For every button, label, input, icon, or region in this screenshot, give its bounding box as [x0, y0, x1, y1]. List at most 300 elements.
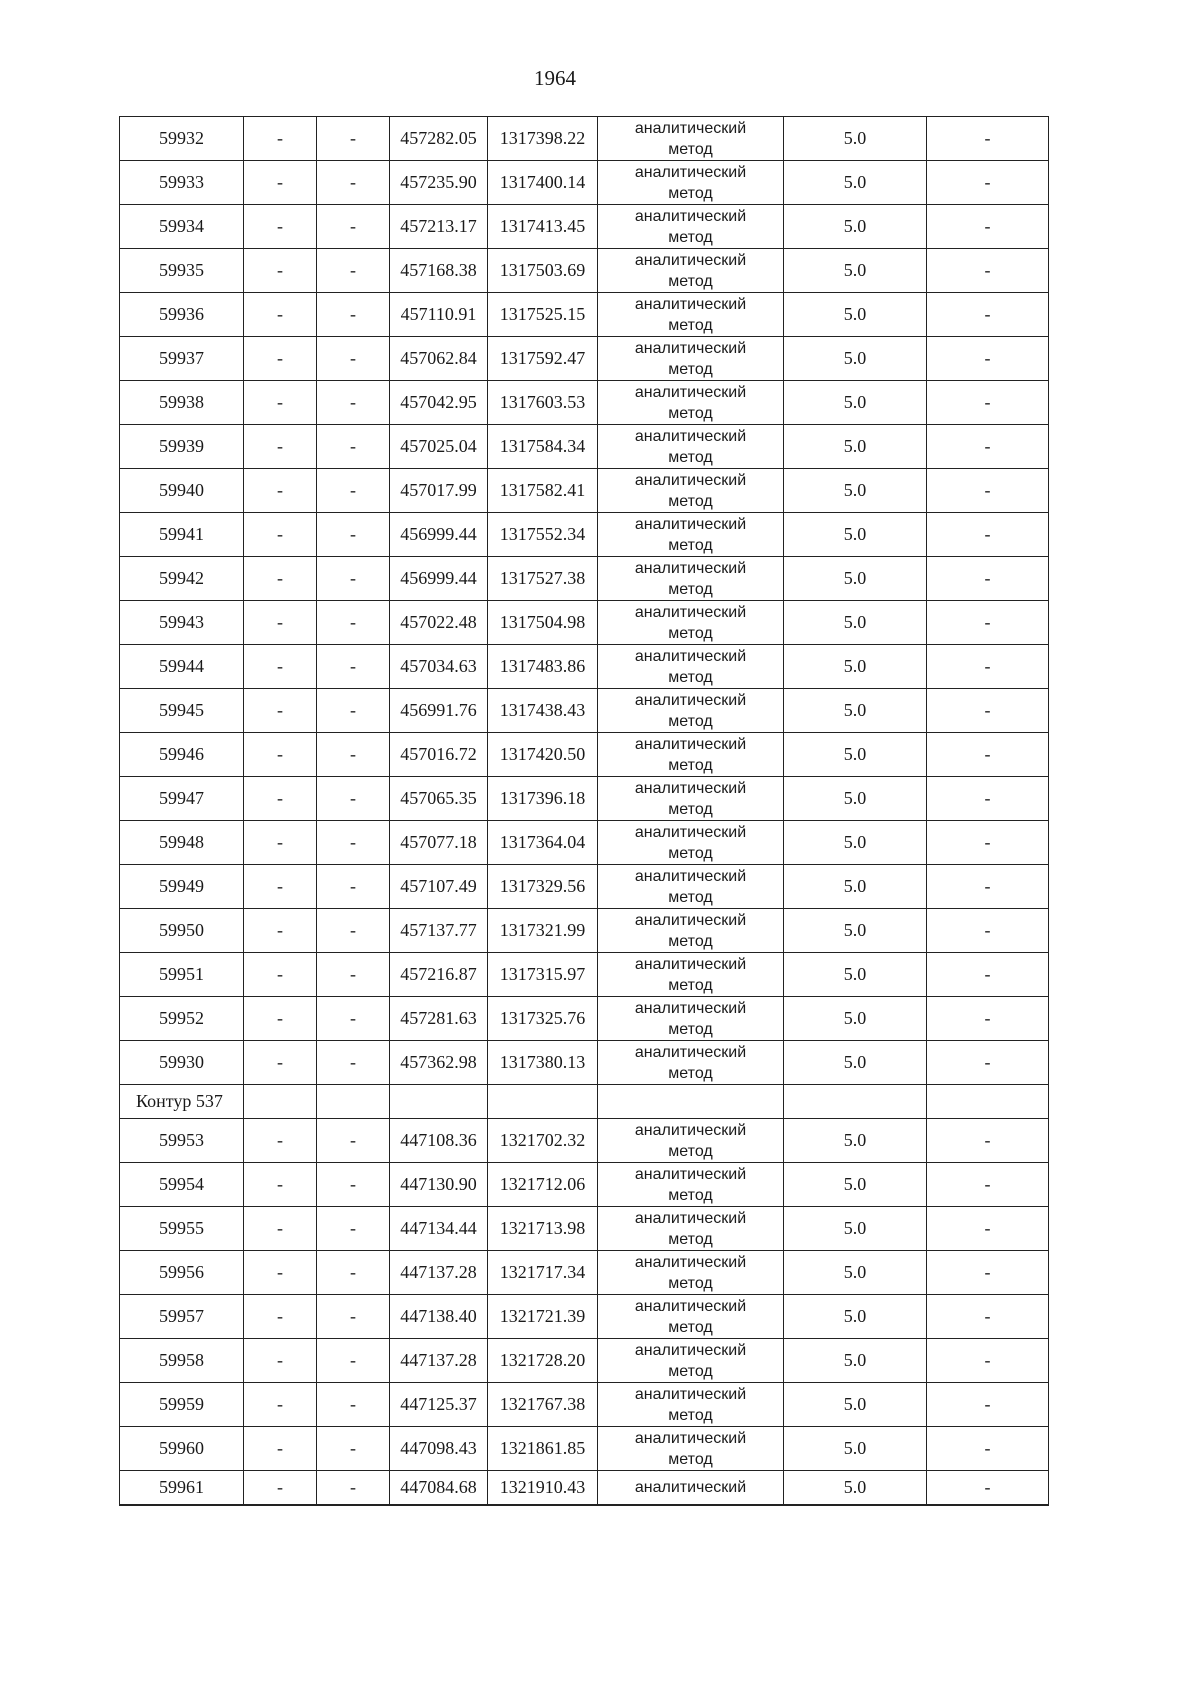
dash-cell: - — [927, 381, 1049, 425]
point-number-cell: 59955 — [120, 1207, 244, 1251]
dash-cell: - — [927, 513, 1049, 557]
table-row — [120, 1119, 1049, 1163]
method-cell — [598, 1471, 784, 1506]
y-coordinate-cell: 1321767.38 — [488, 1383, 598, 1427]
y-coordinate-cell: 1317364.04 — [488, 821, 598, 865]
y-coordinate-cell: 1317504.98 — [488, 601, 598, 645]
dash-cell: - — [244, 645, 317, 689]
point-number-cell: 59940 — [120, 469, 244, 513]
dash-cell: - — [927, 601, 1049, 645]
point-number-cell: 59936 — [120, 293, 244, 337]
table-row — [120, 117, 1049, 161]
method-line-1: аналитический — [634, 603, 747, 621]
point-number-cell: 59950 — [120, 909, 244, 953]
dash-cell: - — [317, 601, 390, 645]
dash-cell: - — [244, 1339, 317, 1383]
method-cell — [598, 1207, 784, 1251]
method-line-1: аналитический — [634, 471, 747, 489]
dash-cell: - — [317, 645, 390, 689]
dash-cell: - — [244, 513, 317, 557]
table-row — [120, 689, 1049, 733]
method-line-1: аналитический — [634, 559, 747, 577]
table-row — [120, 909, 1049, 953]
dash-cell: - — [317, 249, 390, 293]
dash-cell: - — [317, 557, 390, 601]
accuracy-cell: 5.0 — [784, 337, 927, 381]
empty-cell — [317, 1085, 390, 1119]
method-line-2: метод — [668, 360, 713, 378]
dash-cell: - — [317, 865, 390, 909]
method-cell — [598, 997, 784, 1041]
method-line-1: аналитический — [634, 779, 747, 797]
method-cell — [598, 337, 784, 381]
x-coordinate-cell: 457077.18 — [390, 821, 488, 865]
dash-cell: - — [927, 1339, 1049, 1383]
y-coordinate-cell: 1317380.13 — [488, 1041, 598, 1085]
accuracy-cell: 5.0 — [784, 1383, 927, 1427]
accuracy-cell: 5.0 — [784, 205, 927, 249]
x-coordinate-cell: 456999.44 — [390, 513, 488, 557]
page-number: 1964 — [534, 66, 576, 90]
empty-cell — [927, 1085, 1049, 1119]
accuracy-cell: 5.0 — [784, 1427, 927, 1471]
method-cell — [598, 1427, 784, 1471]
method-line-1: аналитический — [634, 1479, 747, 1496]
method-cell — [598, 865, 784, 909]
empty-cell — [488, 1085, 598, 1119]
point-number-cell: 59953 — [120, 1119, 244, 1163]
table-row — [120, 1471, 1049, 1506]
point-number-cell: 59951 — [120, 953, 244, 997]
method-line-2: метод — [668, 404, 713, 422]
x-coordinate-cell: 457034.63 — [390, 645, 488, 689]
x-coordinate-cell: 457016.72 — [390, 733, 488, 777]
dash-cell: - — [244, 1207, 317, 1251]
dash-cell: - — [927, 821, 1049, 865]
dash-cell: - — [927, 1207, 1049, 1251]
method-line-1: аналитический — [634, 163, 747, 181]
method-line-2: метод — [668, 1318, 713, 1336]
method-cell — [598, 205, 784, 249]
dash-cell: - — [927, 953, 1049, 997]
table-row — [120, 733, 1049, 777]
table-row — [120, 205, 1049, 249]
method-line-1: аналитический — [634, 207, 747, 225]
dash-cell: - — [927, 1119, 1049, 1163]
accuracy-cell: 5.0 — [784, 777, 927, 821]
dash-cell: - — [927, 1471, 1049, 1506]
method-cell — [598, 513, 784, 557]
x-coordinate-cell: 457017.99 — [390, 469, 488, 513]
method-line-2: метод — [668, 1230, 713, 1248]
method-line-1: аналитический — [634, 515, 747, 533]
method-line-1: аналитический — [634, 1385, 747, 1403]
method-cell — [598, 557, 784, 601]
x-coordinate-cell: 457065.35 — [390, 777, 488, 821]
method-cell — [598, 1295, 784, 1339]
x-coordinate-cell: 447125.37 — [390, 1383, 488, 1427]
method-line-1: аналитический — [634, 735, 747, 753]
dash-cell: - — [244, 997, 317, 1041]
y-coordinate-cell: 1321861.85 — [488, 1427, 598, 1471]
dash-cell: - — [317, 1339, 390, 1383]
dash-cell: - — [317, 381, 390, 425]
table-row — [120, 997, 1049, 1041]
dash-cell: - — [927, 205, 1049, 249]
accuracy-cell: 5.0 — [784, 1471, 927, 1506]
x-coordinate-cell: 447108.36 — [390, 1119, 488, 1163]
y-coordinate-cell: 1321702.32 — [488, 1119, 598, 1163]
method-cell — [598, 381, 784, 425]
empty-cell — [390, 1085, 488, 1119]
y-coordinate-cell: 1317420.50 — [488, 733, 598, 777]
point-number-cell: 59960 — [120, 1427, 244, 1471]
method-line-2: метод — [668, 1274, 713, 1292]
dash-cell: - — [927, 161, 1049, 205]
table-row — [120, 469, 1049, 513]
point-number-cell: 59949 — [120, 865, 244, 909]
dash-cell: - — [927, 1427, 1049, 1471]
dash-cell: - — [927, 469, 1049, 513]
accuracy-cell: 5.0 — [784, 645, 927, 689]
dash-cell: - — [927, 1383, 1049, 1427]
dash-cell: - — [317, 513, 390, 557]
coordinates-table — [119, 116, 1049, 1506]
accuracy-cell: 5.0 — [784, 557, 927, 601]
dash-cell: - — [244, 1041, 317, 1085]
table-row — [120, 953, 1049, 997]
point-number-cell: 59954 — [120, 1163, 244, 1207]
dash-cell: - — [927, 557, 1049, 601]
table-row — [120, 513, 1049, 557]
point-number-cell: 59956 — [120, 1251, 244, 1295]
method-cell — [598, 117, 784, 161]
method-line-2: метод — [668, 844, 713, 862]
table-row — [120, 161, 1049, 205]
method-line-1: аналитический — [634, 383, 747, 401]
method-line-2: метод — [668, 976, 713, 994]
dash-cell: - — [317, 1383, 390, 1427]
table-row — [120, 425, 1049, 469]
point-number-cell: 59933 — [120, 161, 244, 205]
point-number-cell: 59947 — [120, 777, 244, 821]
dash-cell: - — [244, 205, 317, 249]
dash-cell: - — [244, 821, 317, 865]
y-coordinate-cell: 1317325.76 — [488, 997, 598, 1041]
method-line-2: метод — [668, 140, 713, 158]
table-body — [120, 117, 1049, 1506]
empty-cell — [244, 1085, 317, 1119]
accuracy-cell: 5.0 — [784, 1295, 927, 1339]
accuracy-cell: 5.0 — [784, 1207, 927, 1251]
dash-cell: - — [317, 425, 390, 469]
method-cell — [598, 733, 784, 777]
section-header-row — [120, 1085, 1049, 1119]
method-line-2: метод — [668, 448, 713, 466]
dash-cell: - — [317, 205, 390, 249]
table-row — [120, 865, 1049, 909]
dash-cell: - — [244, 293, 317, 337]
accuracy-cell: 5.0 — [784, 1119, 927, 1163]
dash-cell: - — [927, 337, 1049, 381]
table-row — [120, 337, 1049, 381]
dash-cell: - — [927, 425, 1049, 469]
dash-cell: - — [317, 1207, 390, 1251]
method-line-2: метод — [668, 800, 713, 818]
point-number-cell: 59932 — [120, 117, 244, 161]
y-coordinate-cell: 1317413.45 — [488, 205, 598, 249]
dash-cell: - — [244, 1295, 317, 1339]
method-line-2: метод — [668, 1142, 713, 1160]
table-row — [120, 249, 1049, 293]
point-number-cell: 59958 — [120, 1339, 244, 1383]
x-coordinate-cell: 457235.90 — [390, 161, 488, 205]
dash-cell: - — [317, 821, 390, 865]
x-coordinate-cell: 447134.44 — [390, 1207, 488, 1251]
method-line-1: аналитический — [634, 691, 747, 709]
x-coordinate-cell: 457168.38 — [390, 249, 488, 293]
method-cell — [598, 1163, 784, 1207]
accuracy-cell: 5.0 — [784, 997, 927, 1041]
method-cell — [598, 1251, 784, 1295]
dash-cell: - — [317, 1295, 390, 1339]
dash-cell: - — [927, 689, 1049, 733]
accuracy-cell: 5.0 — [784, 689, 927, 733]
dash-cell: - — [244, 337, 317, 381]
y-coordinate-cell: 1321713.98 — [488, 1207, 598, 1251]
y-coordinate-cell: 1321712.06 — [488, 1163, 598, 1207]
y-coordinate-cell: 1321910.43 — [488, 1471, 598, 1506]
dash-cell: - — [244, 249, 317, 293]
method-cell — [598, 953, 784, 997]
x-coordinate-cell: 457025.04 — [390, 425, 488, 469]
x-coordinate-cell: 457042.95 — [390, 381, 488, 425]
method-cell — [598, 1119, 784, 1163]
x-coordinate-cell: 447137.28 — [390, 1251, 488, 1295]
point-number-cell: 59961 — [120, 1471, 244, 1506]
dash-cell: - — [927, 909, 1049, 953]
method-line-2: метод — [668, 668, 713, 686]
method-cell — [598, 293, 784, 337]
dash-cell: - — [927, 249, 1049, 293]
point-number-cell: 59959 — [120, 1383, 244, 1427]
dash-cell: - — [317, 1119, 390, 1163]
accuracy-cell: 5.0 — [784, 733, 927, 777]
method-line-2: метод — [668, 932, 713, 950]
method-line-1: аналитический — [634, 1043, 747, 1061]
dash-cell: - — [927, 865, 1049, 909]
accuracy-cell: 5.0 — [784, 1041, 927, 1085]
y-coordinate-cell: 1317483.86 — [488, 645, 598, 689]
dash-cell: - — [244, 909, 317, 953]
dash-cell: - — [927, 293, 1049, 337]
accuracy-cell: 5.0 — [784, 513, 927, 557]
method-line-1: аналитический — [634, 251, 747, 269]
x-coordinate-cell: 457110.91 — [390, 293, 488, 337]
method-cell — [598, 249, 784, 293]
table-row — [120, 1251, 1049, 1295]
table-row — [120, 1339, 1049, 1383]
accuracy-cell: 5.0 — [784, 469, 927, 513]
table-row — [120, 557, 1049, 601]
dash-cell: - — [317, 161, 390, 205]
method-cell — [598, 1383, 784, 1427]
method-line-1: аналитический — [634, 823, 747, 841]
method-line-1: аналитический — [634, 119, 747, 137]
dash-cell: - — [244, 381, 317, 425]
table-row — [120, 777, 1049, 821]
table-row — [120, 381, 1049, 425]
dash-cell: - — [244, 117, 317, 161]
point-number-cell: 59938 — [120, 381, 244, 425]
method-line-2: метод — [668, 888, 713, 906]
method-line-2: метод — [668, 492, 713, 510]
point-number-cell: 59941 — [120, 513, 244, 557]
dash-cell: - — [244, 557, 317, 601]
dash-cell: - — [244, 953, 317, 997]
method-line-2: метод — [668, 316, 713, 334]
method-line-2: метод — [668, 580, 713, 598]
method-cell — [598, 821, 784, 865]
method-line-1: аналитический — [634, 867, 747, 885]
y-coordinate-cell: 1321721.39 — [488, 1295, 598, 1339]
method-cell — [598, 601, 784, 645]
x-coordinate-cell: 447098.43 — [390, 1427, 488, 1471]
x-coordinate-cell: 456999.44 — [390, 557, 488, 601]
y-coordinate-cell: 1317400.14 — [488, 161, 598, 205]
dash-cell: - — [927, 733, 1049, 777]
y-coordinate-cell: 1317398.22 — [488, 117, 598, 161]
method-line-1: аналитический — [634, 339, 747, 357]
x-coordinate-cell: 447138.40 — [390, 1295, 488, 1339]
point-number-cell: 59943 — [120, 601, 244, 645]
dash-cell: - — [317, 1041, 390, 1085]
dash-cell: - — [244, 601, 317, 645]
table-row — [120, 1041, 1049, 1085]
dash-cell: - — [244, 425, 317, 469]
dash-cell: - — [317, 909, 390, 953]
dash-cell: - — [244, 689, 317, 733]
method-line-1: аналитический — [634, 999, 747, 1017]
accuracy-cell: 5.0 — [784, 425, 927, 469]
dash-cell: - — [927, 1251, 1049, 1295]
method-line-1: аналитический — [634, 1297, 747, 1315]
point-number-cell: 59946 — [120, 733, 244, 777]
x-coordinate-cell: 456991.76 — [390, 689, 488, 733]
dash-cell: - — [317, 733, 390, 777]
y-coordinate-cell: 1317582.41 — [488, 469, 598, 513]
point-number-cell: 59957 — [120, 1295, 244, 1339]
x-coordinate-cell: 457216.87 — [390, 953, 488, 997]
dash-cell: - — [317, 1251, 390, 1295]
table-row — [120, 1383, 1049, 1427]
dash-cell: - — [244, 1119, 317, 1163]
table-row — [120, 1163, 1049, 1207]
y-coordinate-cell: 1317592.47 — [488, 337, 598, 381]
accuracy-cell: 5.0 — [784, 909, 927, 953]
y-coordinate-cell: 1317503.69 — [488, 249, 598, 293]
dash-cell: - — [317, 997, 390, 1041]
method-line-2: метод — [668, 624, 713, 642]
accuracy-cell: 5.0 — [784, 249, 927, 293]
dash-cell: - — [927, 117, 1049, 161]
dash-cell: - — [317, 293, 390, 337]
point-number-cell: 59948 — [120, 821, 244, 865]
method-line-2: метод — [668, 756, 713, 774]
point-number-cell: 59939 — [120, 425, 244, 469]
y-coordinate-cell: 1317603.53 — [488, 381, 598, 425]
method-line-1: аналитический — [634, 1253, 747, 1271]
y-coordinate-cell: 1317329.56 — [488, 865, 598, 909]
method-line-2: метод — [668, 1406, 713, 1424]
x-coordinate-cell: 457282.05 — [390, 117, 488, 161]
y-coordinate-cell: 1317584.34 — [488, 425, 598, 469]
y-coordinate-cell: 1317525.15 — [488, 293, 598, 337]
dash-cell: - — [244, 1163, 317, 1207]
table-row — [120, 645, 1049, 689]
table-row — [120, 293, 1049, 337]
accuracy-cell: 5.0 — [784, 1163, 927, 1207]
y-coordinate-cell: 1317438.43 — [488, 689, 598, 733]
point-number-cell: 59934 — [120, 205, 244, 249]
y-coordinate-cell: 1317396.18 — [488, 777, 598, 821]
method-cell — [598, 645, 784, 689]
method-cell — [598, 1339, 784, 1383]
dash-cell: - — [244, 161, 317, 205]
y-coordinate-cell: 1321717.34 — [488, 1251, 598, 1295]
dash-cell: - — [927, 645, 1049, 689]
section-label: Контур 537 — [120, 1085, 244, 1119]
x-coordinate-cell: 457137.77 — [390, 909, 488, 953]
point-number-cell: 59935 — [120, 249, 244, 293]
dash-cell: - — [244, 469, 317, 513]
method-line-1: аналитический — [634, 1209, 747, 1227]
point-number-cell: 59937 — [120, 337, 244, 381]
accuracy-cell: 5.0 — [784, 117, 927, 161]
dash-cell: - — [927, 1295, 1049, 1339]
dash-cell: - — [317, 1163, 390, 1207]
method-line-1: аналитический — [634, 1429, 747, 1447]
method-cell — [598, 777, 784, 821]
method-line-1: аналитический — [634, 955, 747, 973]
x-coordinate-cell: 457062.84 — [390, 337, 488, 381]
dash-cell: - — [927, 1041, 1049, 1085]
y-coordinate-cell: 1317315.97 — [488, 953, 598, 997]
method-cell — [598, 1041, 784, 1085]
x-coordinate-cell: 457107.49 — [390, 865, 488, 909]
table-row — [120, 1427, 1049, 1471]
y-coordinate-cell: 1321728.20 — [488, 1339, 598, 1383]
method-line-2: метод — [668, 184, 713, 202]
point-number-cell: 59942 — [120, 557, 244, 601]
dash-cell: - — [317, 953, 390, 997]
method-cell — [598, 425, 784, 469]
dash-cell: - — [317, 1427, 390, 1471]
table-row — [120, 1295, 1049, 1339]
dash-cell: - — [317, 469, 390, 513]
accuracy-cell: 5.0 — [784, 293, 927, 337]
dash-cell: - — [317, 1471, 390, 1506]
accuracy-cell: 5.0 — [784, 1251, 927, 1295]
accuracy-cell: 5.0 — [784, 601, 927, 645]
dash-cell: - — [927, 997, 1049, 1041]
accuracy-cell: 5.0 — [784, 865, 927, 909]
table-row — [120, 821, 1049, 865]
dash-cell: - — [244, 1383, 317, 1427]
x-coordinate-cell: 447137.28 — [390, 1339, 488, 1383]
x-coordinate-cell: 447130.90 — [390, 1163, 488, 1207]
dash-cell: - — [317, 689, 390, 733]
